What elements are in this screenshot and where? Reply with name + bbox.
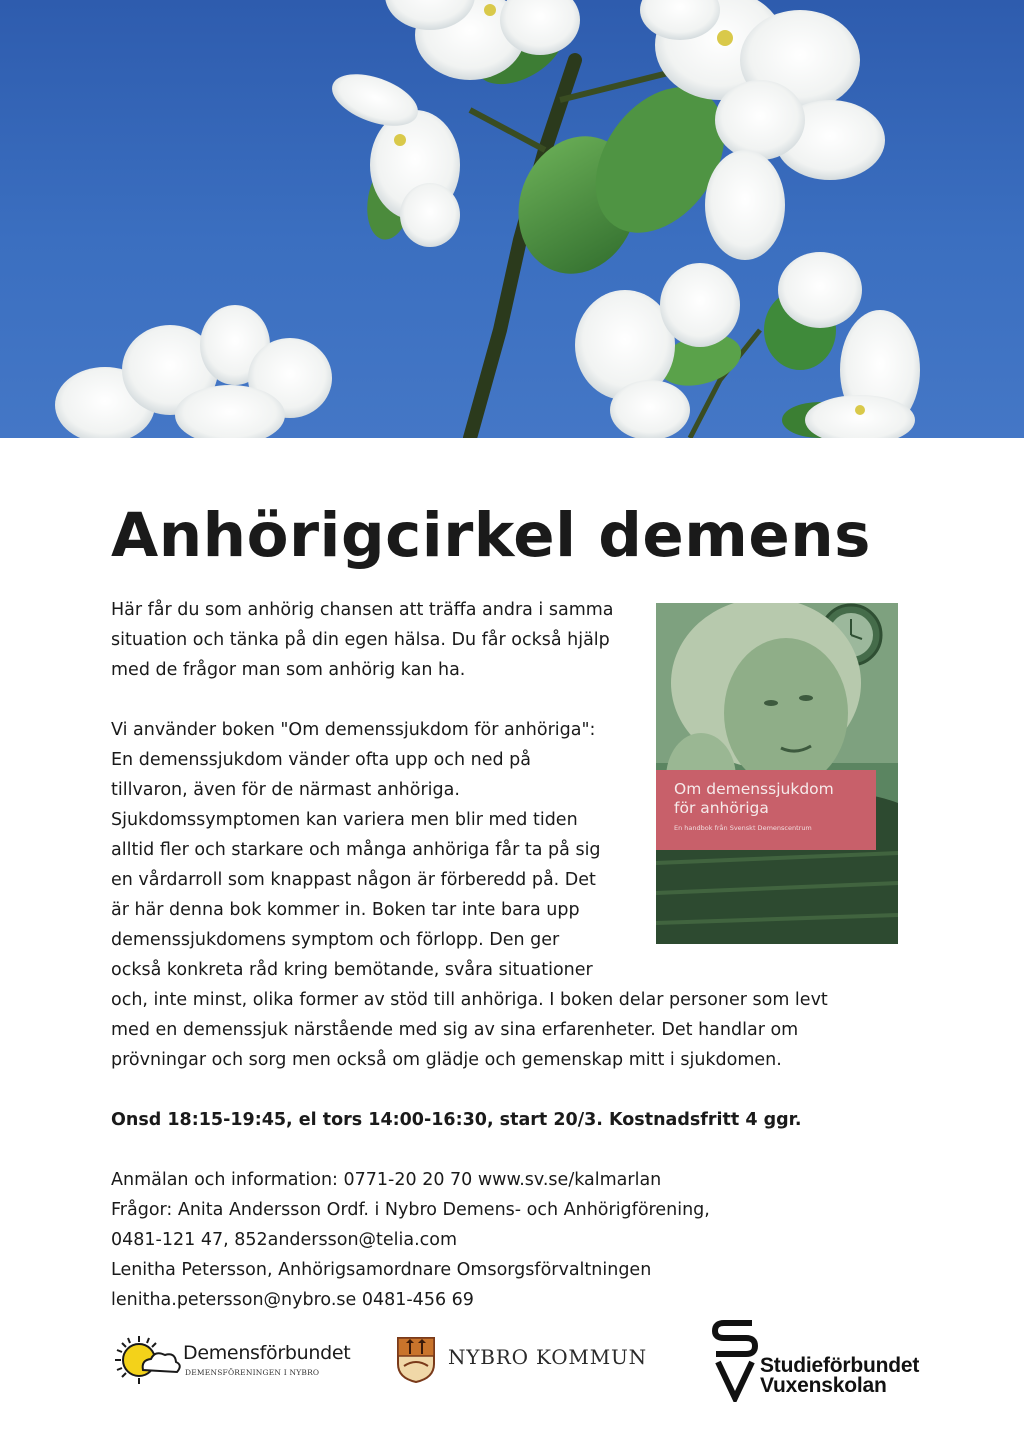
contact-line: Anmälan och information: 0771-20 20 70 www.sv.se/kalmarlan <box>111 1170 662 1190</box>
contact-line: Frågor: Anita Andersson Ordf. i Nybro Demens- och Anhörigförening, <box>111 1200 710 1220</box>
demensforbundet-logo <box>113 1334 353 1390</box>
book-title: Om demenssjukdom för anhöriga <box>674 780 834 817</box>
body-line: Vi använder boken "Om demenssjukdom för anhöriga": <box>111 720 596 740</box>
demensforbundet-subtitle: DEMENSFÖRENINGEN I NYBRO <box>185 1368 320 1377</box>
demensforbundet-name: Demensförbundet <box>183 1342 351 1364</box>
coat-of-arms-icon <box>396 1336 436 1384</box>
apple-blossom-photo <box>0 0 1024 438</box>
body-line: med en demenssjuk närstående med sig av sina erfarenheter. Det handlar om <box>111 1020 799 1040</box>
hero-blossom-photo <box>0 0 1024 438</box>
page-title: Anhörigcirkel demens <box>111 500 871 571</box>
body-line: är här denna bok kommer in. Boken tar inte bara upp <box>111 900 580 920</box>
body-paragraph <box>111 715 881 1075</box>
body-line: och, inte minst, olika former av stöd till anhöriga. I boken delar personer som levt <box>111 990 828 1010</box>
body-line: prövningar och sorg men också om glädje och gemenskap mitt i sjukdomen. <box>111 1050 782 1070</box>
body-line: också konkreta råd kring bemötande, svåra situationer <box>111 960 593 980</box>
book-subtitle: En handbok från Svenskt Demenscentrum <box>674 824 812 832</box>
nybro-kommun-logo <box>396 1336 666 1386</box>
body-line: alltid fler och starkare och många anhöriga får ta på sig <box>111 840 601 860</box>
nybro-kommun-name: NYBRO KOMMUN <box>448 1345 647 1369</box>
studieforbundet-vuxenskolan-logo <box>712 1320 982 1404</box>
sv-name <box>760 1356 919 1396</box>
body-line: en vårdarroll som knappast någon är förberedd på. Det <box>111 870 596 890</box>
body-line: tillvaron, även för de närmast anhöriga. <box>111 780 460 800</box>
schedule-text: Onsd 18:15-19:45, el tors 14:00-16:30, start 20/3. Kostnadsfritt 4 ggr. <box>111 1110 802 1130</box>
contact-line: lenitha.petersson@nybro.se 0481-456 69 <box>111 1290 474 1310</box>
sv-name-line1: Studieförbundet <box>760 1354 920 1377</box>
intro-paragraph: Här får du som anhörig chansen att träffa andra i samma situation och tänka på din egen hälsa. Du får också hjälp med de frågor man som anhörig kan ha. <box>111 600 614 680</box>
sv-name-line2: Vuxenskolan <box>760 1374 887 1397</box>
contact-line: Lenitha Petersson, Anhörigsamordnare Omsorgsförvaltningen <box>111 1260 652 1280</box>
contact-line: 0481-121 47, 852andersson@telia.com <box>111 1230 458 1250</box>
body-line: Sjukdomssymptomen kan variera men blir med tiden <box>111 810 578 830</box>
body-line: En demenssjukdom vänder ofta upp och ned på <box>111 750 531 770</box>
sv-monogram-icon <box>712 1320 758 1402</box>
contact-info <box>111 1165 710 1315</box>
sun-cloud-icon <box>113 1334 183 1390</box>
body-line: demenssjukdomens symptom och förlopp. Den ger <box>111 930 560 950</box>
